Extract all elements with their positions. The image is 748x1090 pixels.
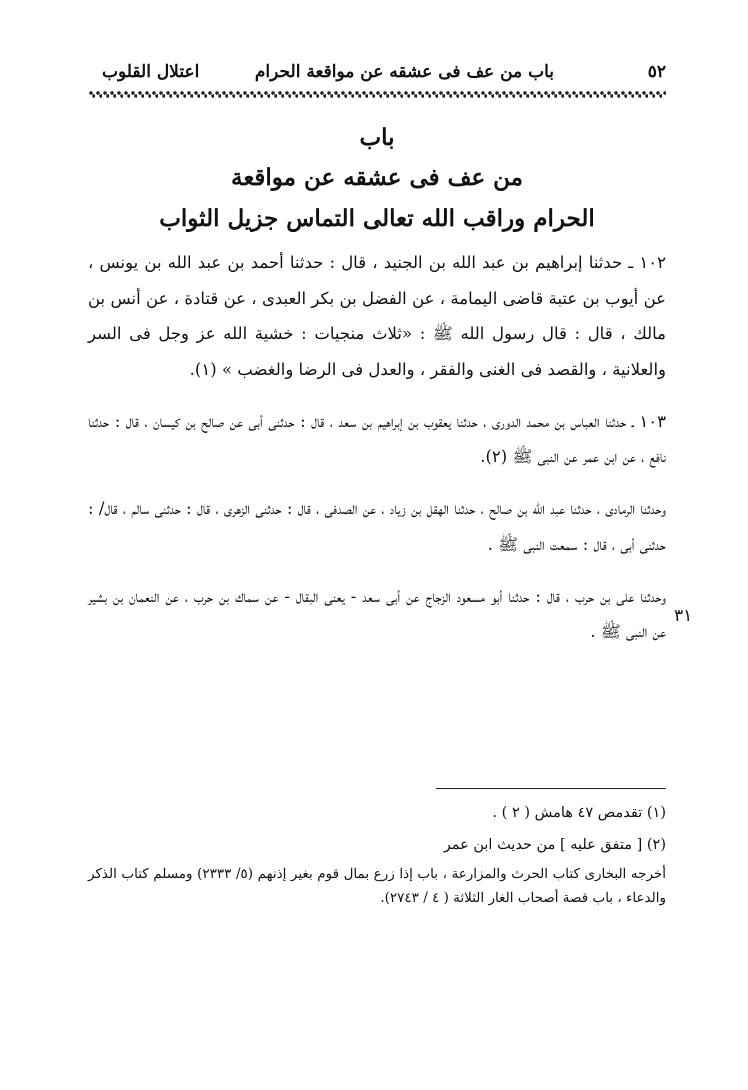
running-header [88, 58, 666, 88]
title-line-2: من عف فى عشقه عن مواقعة [230, 164, 523, 191]
footnote-separator [436, 788, 666, 789]
hadith-paragraph-102: ١٠٢ ـ حدثنا إبراهيم بن عبد الله بن الجنيد ، قال : حدثنا أحمد بن عبد الله بن يونس ، عن أيوب بن عتبة قاضى اليمامة ، عن الفضل بن بكر العبدى ، عن قتادة ، عن أنس بن مالك ، قال : قال رسول الله ﷺ : «ثلاث منجيات : خشية الله عز وجل فى السر والعلانية ، والقصد فى الغنى والفقر ، والعدل فى الرضا والغضب » (١). [88, 253, 666, 379]
section-title [88, 123, 666, 237]
title-line-3: الحرام وراقب الله تعالى التماس جزيل الثواب [159, 205, 595, 232]
footnotes [88, 800, 666, 910]
book-title: اعتلال القلوب [102, 62, 200, 82]
hadith-paragraph-103: ١٠٣ ـ حدثنا العباس بن محمد الدورى ، حدثنا يعقوب بن إبراهيم بن سعد ، قال : حدثنى أبى عن صالح بن كيسان ، قال : حدثنا نافع ، عن ابن عمر عن النبى ﷺ (٢). [88, 411, 666, 466]
title-line-1: باب [359, 124, 395, 151]
page-number: ٥٢ [647, 62, 666, 82]
manuscript-folio-marker: ٣١ [674, 606, 693, 626]
footnote-2: (٢) [ متفق عليه ] من حديث ابن عمر [443, 837, 666, 853]
footnote-2-detail: أخرجه البخارى كتاب الحرث والمزارعة ، باب إذا زرع بمال قوم بغير إذنهم (٥/ ٢٣٣٣) ومسلم كتاب الذكر والدعاء ، باب قصة أصحاب الغار الثلاثة ( ٤ / ٢٧٤٣). [88, 866, 667, 906]
ornamental-divider [88, 90, 666, 99]
chapter-title: باب من عف فى عشقه عن مواقعة الحرام [254, 62, 554, 82]
hadith-paragraph-ali: وحدثنا على بن حرب ، قال : حدثنا أبو مسعود الزجاج عن أبى سعد - يعنى البقال - عن سماك بن حرب ، عن النعمان بن بشير عن النبى ﷺ . [88, 586, 666, 641]
footnote-1: (١) تقدمص ٤٧ هامش ( ٢ ) . [492, 805, 666, 821]
hadith-paragraph-ramadi: وحدثنا الرمادى ، حدثنا عبد الله بن صالح ، حدثنا الهقل بن زياد ، عن الصدفى ، قال : حدثنى الزهرى ، قال : حدثنى سالم ، قال/ : حدثنى أبى ، قال : سمعت النبى ﷺ . [88, 499, 666, 554]
book-page [88, 58, 666, 666]
